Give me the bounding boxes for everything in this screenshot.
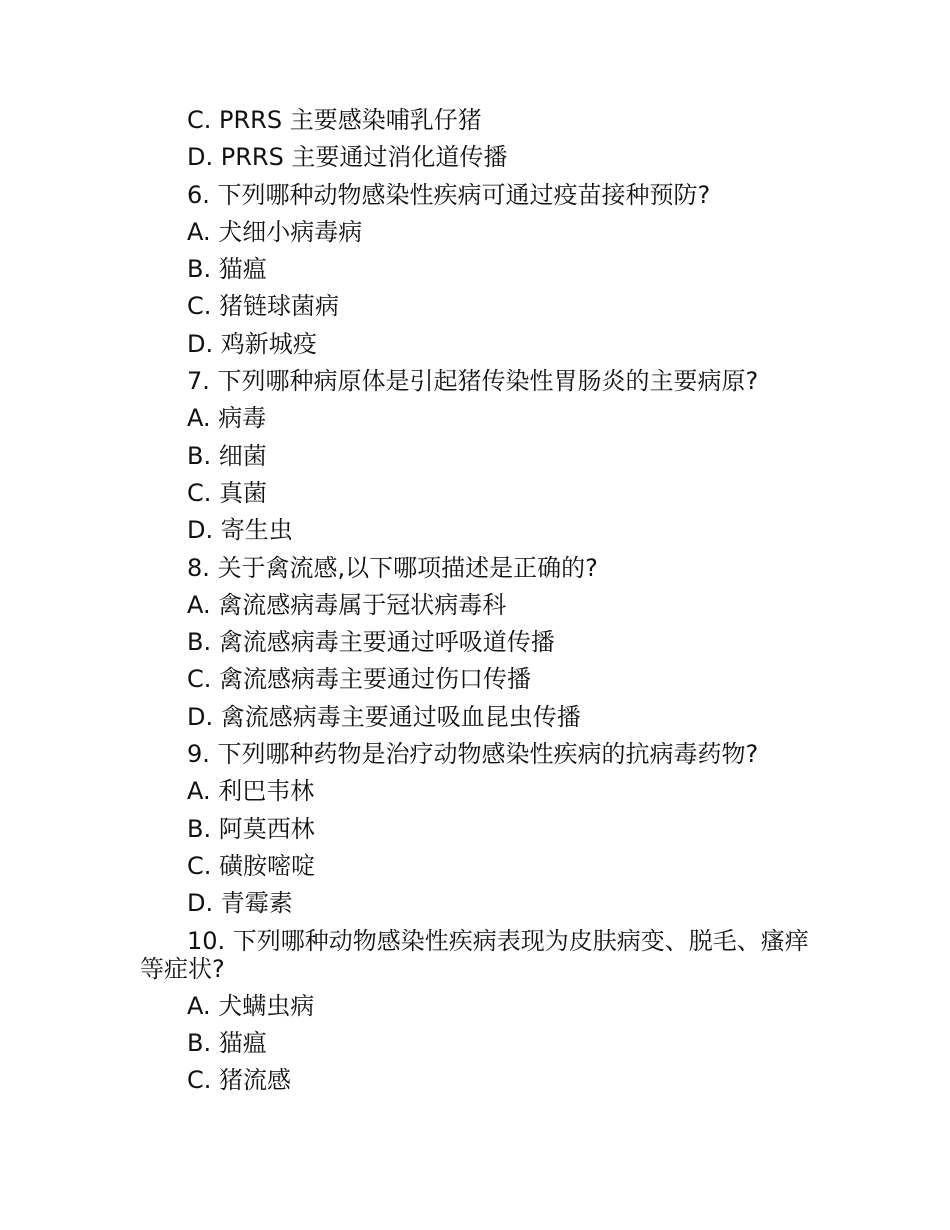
question-9: 9. 下列哪种药物是治疗动物感染性疾病的抗病毒药物? (187, 740, 759, 769)
option-a-q9: A. 利巴韦林 (187, 777, 315, 806)
option-b-q10: B. 猫瘟 (187, 1028, 267, 1057)
option-d-q8: D. 禽流感病毒主要通过吸血昆虫传播 (187, 702, 581, 731)
option-c-q5: C. PRRS 主要感染哺乳仔猪 (187, 106, 482, 134)
question-10: 10. 下列哪种动物感染性疾病表现为皮肤病变、脱毛、瘙痒等症状? (140, 926, 809, 983)
option-d-q7: D. 寄生虫 (187, 516, 293, 545)
question-6: 6. 下列哪种动物感染性疾病可通过疫苗接种预防? (187, 180, 711, 209)
option-b-q6: B. 猫瘟 (187, 255, 267, 284)
option-b-q7: B. 细菌 (187, 441, 267, 470)
option-b-q8: B. 禽流感病毒主要通过呼吸道传播 (187, 628, 555, 657)
question-8: 8. 关于禽流感,以下哪项描述是正确的? (187, 553, 598, 582)
question-7: 7. 下列哪种病原体是引起猪传染性胃肠炎的主要病原? (187, 367, 759, 396)
option-d-q6: D. 鸡新城疫 (187, 329, 317, 358)
option-a-q8: A. 禽流感病毒属于冠状病毒科 (187, 590, 507, 619)
option-c-q6: C. 猪链球菌病 (187, 292, 340, 321)
option-a-q6: A. 犬细小病毒病 (187, 217, 363, 246)
document-body (0, 102, 950, 1099)
option-a-q10: A. 犬螨虫病 (187, 991, 315, 1020)
option-d-q5: D. PRRS 主要通过消化道传播 (187, 143, 508, 172)
option-b-q9: B. 阿莫西林 (187, 814, 315, 843)
option-c-q7: C. 真菌 (187, 478, 268, 507)
option-c-q8: C. 禽流感病毒主要通过伤口传播 (187, 665, 532, 694)
option-d-q9: D. 青霉素 (187, 889, 293, 918)
option-c-q10: C. 猪流感 (187, 1066, 292, 1095)
option-a-q7: A. 病毒 (187, 404, 267, 433)
option-c-q9: C. 磺胺嘧啶 (187, 851, 316, 880)
